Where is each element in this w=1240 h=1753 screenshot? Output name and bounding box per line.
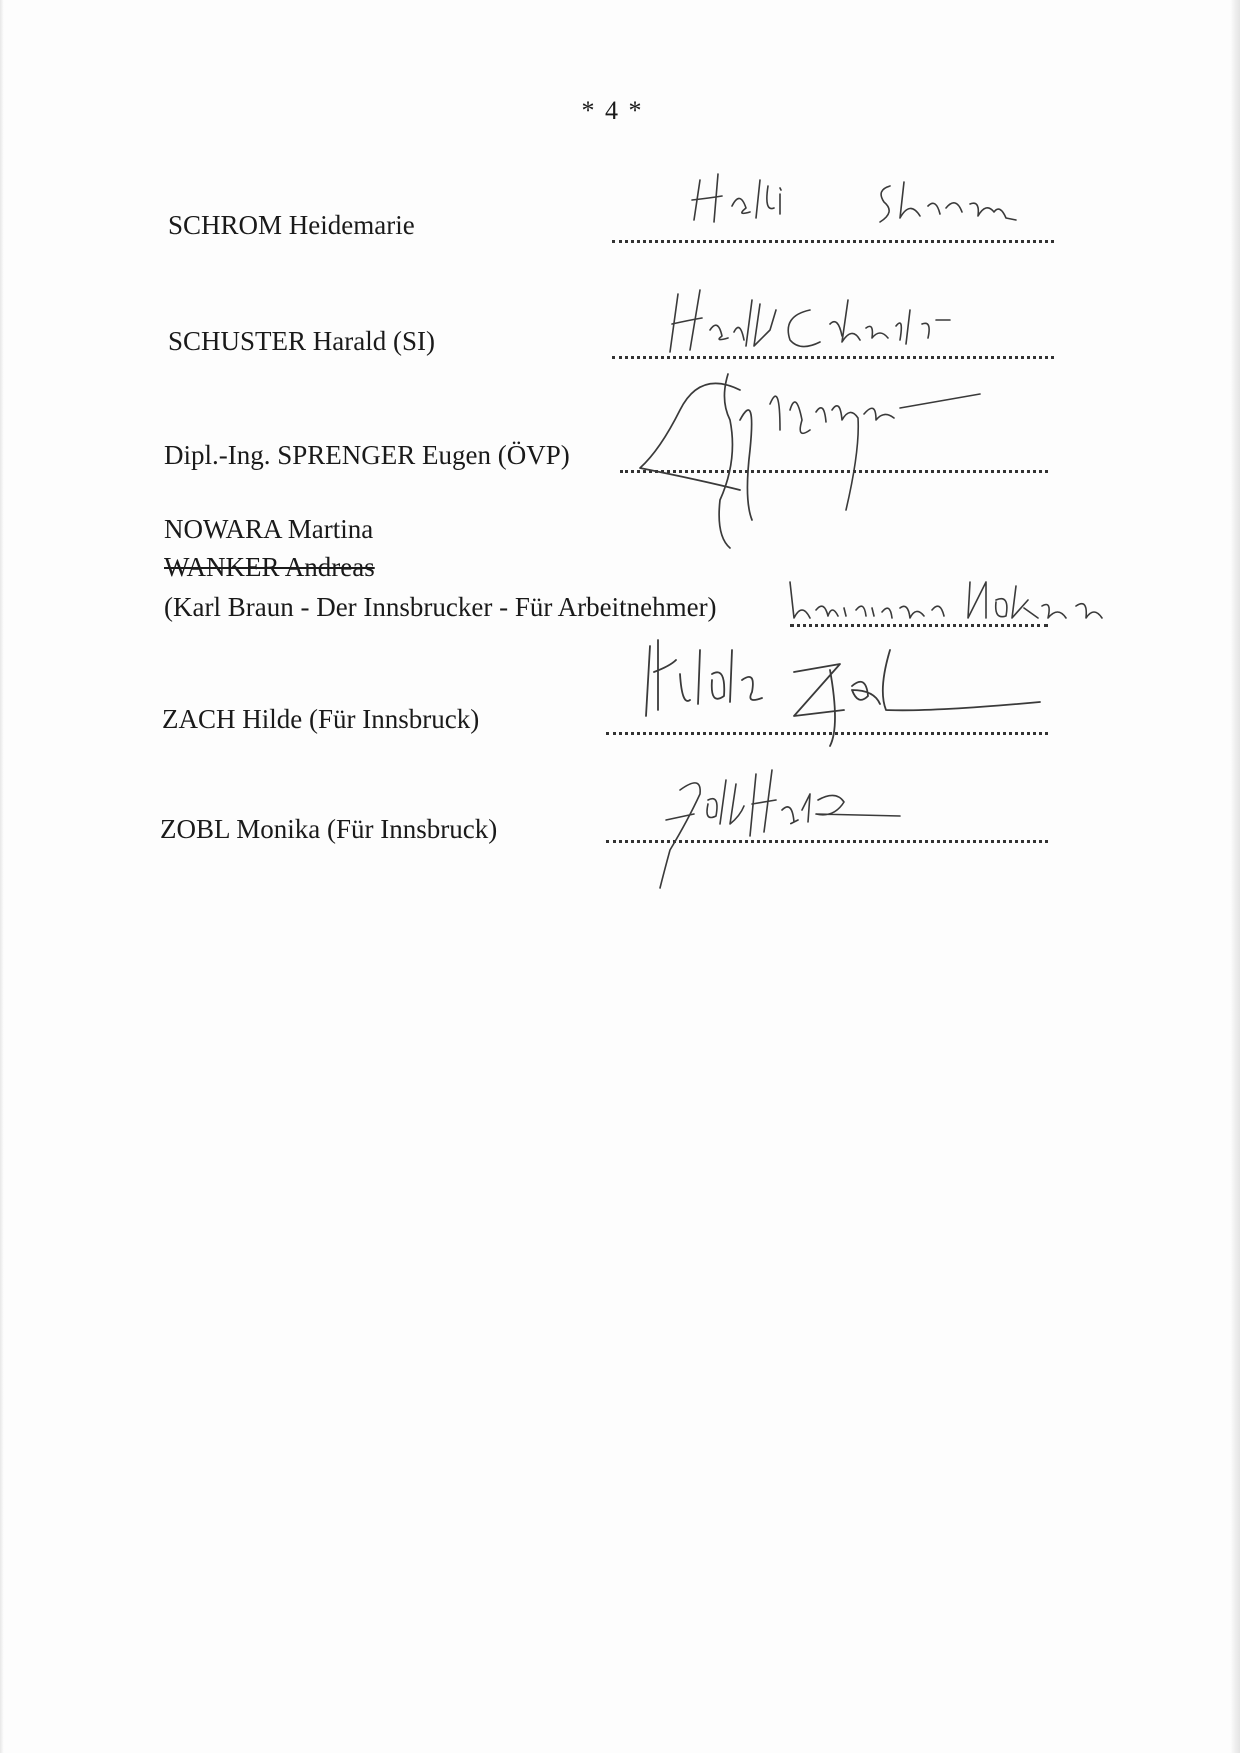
scan-edge-right xyxy=(1230,0,1240,1753)
signatory-label-wanker-struck: WANKER Andreas xyxy=(164,552,375,582)
signatory-label-schuster: SCHUSTER Harald (SI) xyxy=(168,326,435,356)
signature-schuster xyxy=(660,280,1020,370)
scan-edge-left xyxy=(0,0,4,1753)
signatory-label-zobl: ZOBL Monika (Für Innsbruck) xyxy=(160,814,498,844)
signatory-label-zach: ZACH Hilde (Für Innsbruck) xyxy=(162,704,480,734)
signature-nowara xyxy=(780,560,1120,640)
signatory-label-schrom: SCHROM Heidemarie xyxy=(168,210,415,240)
signature-zobl xyxy=(640,760,940,890)
signatory-label-nowara: NOWARA Martina xyxy=(164,514,374,544)
signatory-label-party: (Karl Braun - Der Innsbrucker - Für Arbeitnehmer) xyxy=(164,592,717,622)
signature-schrom xyxy=(680,160,1040,250)
signature-zach xyxy=(630,630,1090,750)
signatory-label-sprenger: Dipl.-Ing. SPRENGER Eugen (ÖVP) xyxy=(164,440,570,470)
page-number: * 4 * xyxy=(581,96,644,125)
signature-sprenger xyxy=(620,360,1000,570)
